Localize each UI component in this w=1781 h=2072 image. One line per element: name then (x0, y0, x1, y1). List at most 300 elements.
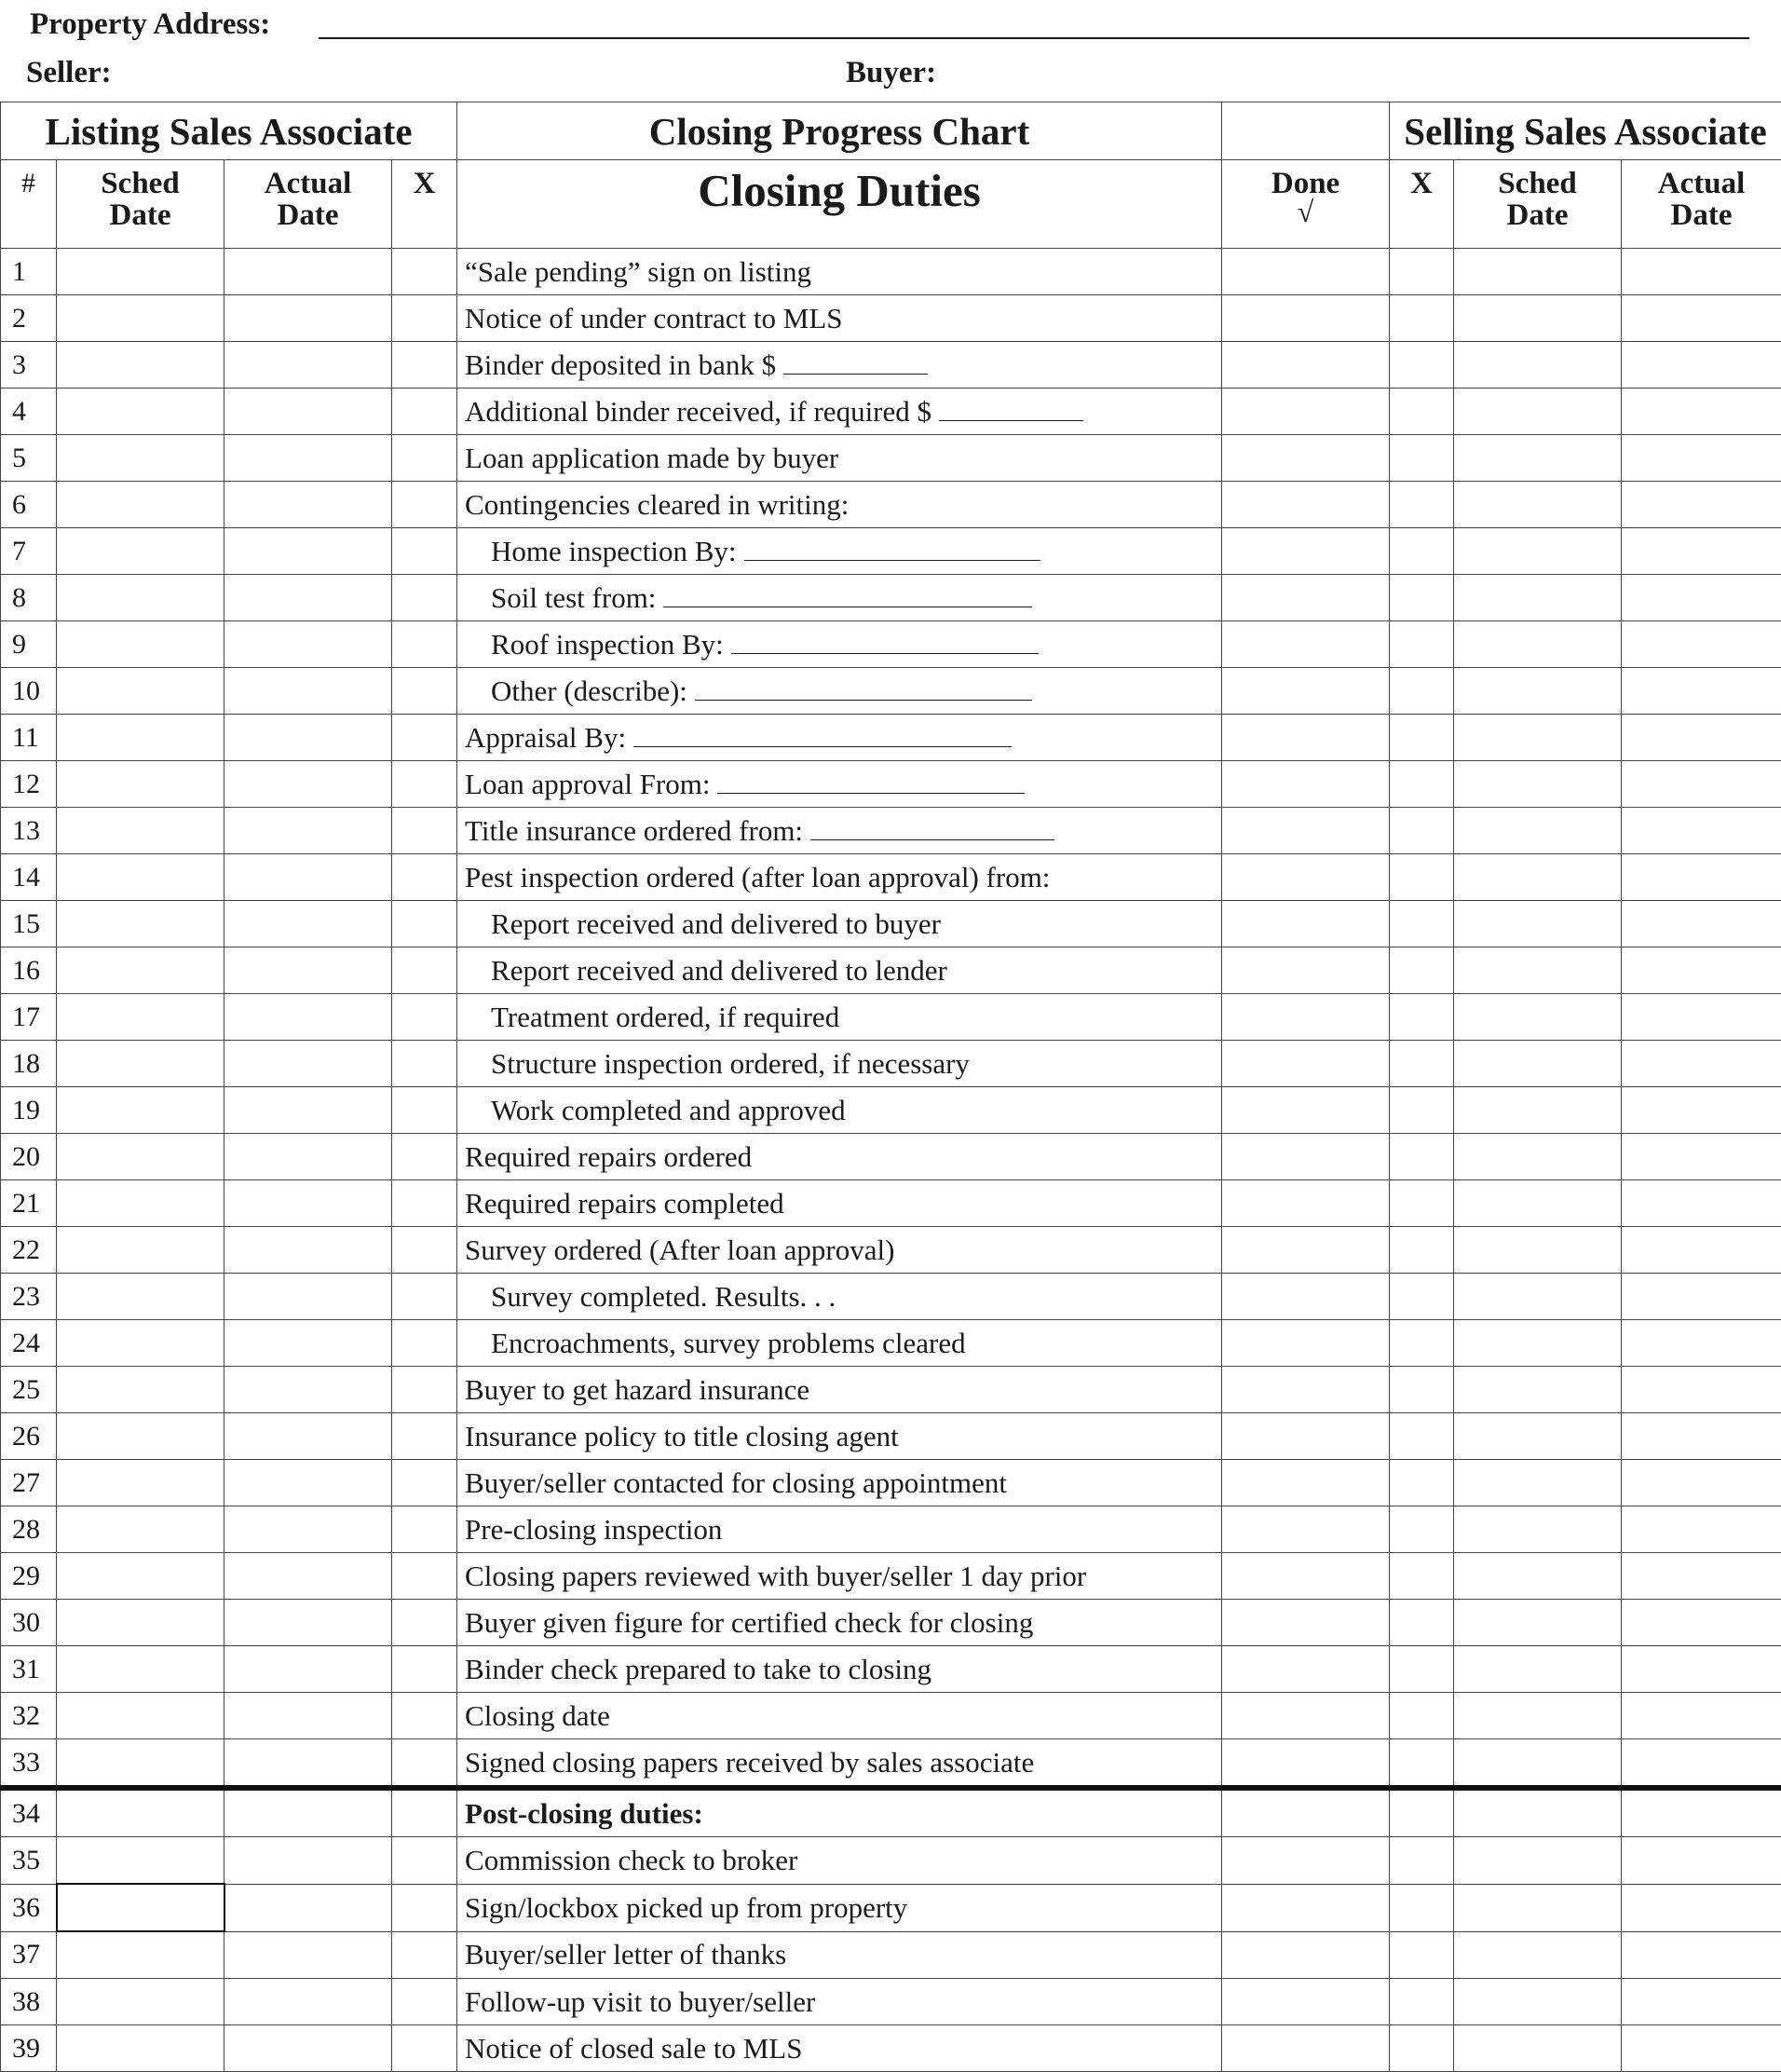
selling-x-cell[interactable] (1390, 1180, 1454, 1227)
listing-actual-date-cell[interactable] (224, 1460, 392, 1506)
selling-sched-date-cell[interactable] (1454, 1134, 1622, 1180)
listing-actual-date-cell[interactable] (224, 1884, 392, 1931)
selling-actual-date-cell[interactable] (1622, 1646, 1781, 1693)
listing-sched-date-cell[interactable] (57, 2025, 224, 2072)
listing-actual-date-cell[interactable] (224, 1979, 392, 2025)
selling-actual-date-cell[interactable] (1622, 1180, 1781, 1227)
selling-actual-date-cell[interactable] (1622, 854, 1781, 901)
table-row (1, 1180, 1781, 1227)
listing-actual-date-cell[interactable] (224, 295, 392, 342)
selling-sched-date-cell[interactable] (1454, 947, 1622, 994)
listing-actual-date-cell[interactable] (224, 1320, 392, 1367)
selling-actual-date-cell[interactable] (1622, 1367, 1781, 1413)
listing-sched-date-cell[interactable] (57, 901, 224, 947)
listing-sched-date-cell[interactable] (57, 947, 224, 994)
duty-text: Commission check to broker (465, 1844, 797, 1876)
listing-x-cell[interactable] (392, 1134, 457, 1180)
done-cell[interactable] (1222, 1227, 1390, 1274)
listing-actual-date-cell[interactable] (224, 1413, 392, 1460)
listing-actual-date-cell[interactable] (224, 761, 392, 808)
table-row (1, 295, 1781, 342)
selling-actual-date-cell[interactable] (1622, 1274, 1781, 1320)
fill-in-blank[interactable] (695, 675, 1032, 701)
listing-actual-date-cell[interactable] (224, 1646, 392, 1693)
selling-actual-date-cell[interactable] (1622, 715, 1781, 761)
listing-actual-date-cell[interactable] (224, 1180, 392, 1227)
selling-sched-date-cell[interactable] (1454, 854, 1622, 901)
form-header (0, 0, 1781, 102)
listing-x-cell[interactable] (392, 1553, 457, 1600)
listing-sched-date-cell[interactable] (57, 1979, 224, 2025)
listing-actual-date-cell[interactable] (224, 388, 392, 435)
selling-x-cell[interactable] (1390, 901, 1454, 947)
selling-sched-date-cell[interactable] (1454, 1979, 1622, 2025)
selling-x-cell[interactable] (1390, 1646, 1454, 1693)
duty-cell (457, 1367, 1222, 1413)
listing-actual-date-cell[interactable] (224, 575, 392, 621)
selling-x-cell[interactable] (1390, 388, 1454, 435)
listing-sched-date-cell[interactable] (57, 621, 224, 668)
selling-x-cell[interactable] (1390, 1788, 1454, 1837)
selling-actual-date-cell[interactable] (1622, 1506, 1781, 1553)
done-cell[interactable] (1222, 715, 1390, 761)
selling-sched-date-cell[interactable] (1454, 1413, 1622, 1460)
selling-actual-date-cell[interactable] (1622, 435, 1781, 482)
selling-sched-date-cell[interactable] (1454, 761, 1622, 808)
listing-sched-date-cell[interactable] (57, 482, 224, 528)
selling-x-cell[interactable] (1390, 715, 1454, 761)
done-cell[interactable] (1222, 1041, 1390, 1087)
selling-actual-date-cell[interactable] (1622, 295, 1781, 342)
listing-sched-date-cell[interactable] (57, 1931, 224, 1979)
done-cell[interactable] (1222, 1739, 1390, 1789)
listing-x-cell[interactable] (392, 1693, 457, 1739)
selling-x-cell[interactable] (1390, 1931, 1454, 1979)
listing-actual-date-cell[interactable] (224, 715, 392, 761)
selling-x-cell[interactable] (1390, 1320, 1454, 1367)
selling-actual-date-cell[interactable] (1622, 1553, 1781, 1600)
listing-x-cell[interactable] (392, 295, 457, 342)
selling-sched-date-cell[interactable] (1454, 1041, 1622, 1087)
listing-actual-date-cell[interactable] (224, 1041, 392, 1087)
listing-x-cell[interactable] (392, 1931, 457, 1979)
selling-sched-date-cell[interactable] (1454, 342, 1622, 388)
fill-in-blank[interactable] (939, 396, 1083, 421)
selling-actual-date-cell[interactable] (1622, 994, 1781, 1041)
selling-sched-date-cell[interactable] (1454, 1693, 1622, 1739)
done-cell[interactable] (1222, 1931, 1390, 1979)
listing-sched-date-cell[interactable] (57, 1274, 224, 1320)
listing-actual-date-cell[interactable] (224, 342, 392, 388)
done-cell[interactable] (1222, 901, 1390, 947)
selling-x-cell[interactable] (1390, 808, 1454, 854)
selling-actual-date-cell[interactable] (1622, 528, 1781, 575)
selling-actual-date-cell[interactable] (1622, 1931, 1781, 1979)
selling-sched-date-cell[interactable] (1454, 1931, 1622, 1979)
listing-sched-date-cell[interactable] (57, 1180, 224, 1227)
listing-actual-date-cell[interactable] (224, 482, 392, 528)
selling-sched-date-cell[interactable] (1454, 1837, 1622, 1885)
selling-actual-date-cell[interactable] (1622, 388, 1781, 435)
listing-actual-date-cell[interactable] (224, 947, 392, 994)
fill-in-blank[interactable] (810, 815, 1054, 840)
listing-actual-date-cell[interactable] (224, 249, 392, 295)
listing-actual-date-cell[interactable] (224, 854, 392, 901)
selling-x-cell[interactable] (1390, 435, 1454, 482)
done-cell[interactable] (1222, 1134, 1390, 1180)
listing-sched-date-cell[interactable] (57, 1693, 224, 1739)
listing-x-cell[interactable] (392, 388, 457, 435)
selling-actual-date-cell[interactable] (1622, 2025, 1781, 2072)
selling-x-cell[interactable] (1390, 575, 1454, 621)
duty-text: Other (describe): (491, 675, 687, 707)
listing-actual-date-cell[interactable] (224, 1837, 392, 1885)
listing-actual-date-cell[interactable] (224, 668, 392, 715)
listing-actual-date-cell[interactable] (224, 1739, 392, 1789)
selling-sched-date-cell[interactable] (1454, 1600, 1622, 1646)
listing-sched-date-cell[interactable] (57, 808, 224, 854)
listing-actual-date-cell[interactable] (224, 1227, 392, 1274)
selling-actual-date-cell[interactable] (1622, 1320, 1781, 1367)
listing-x-cell[interactable] (392, 1367, 457, 1413)
selling-x-cell[interactable] (1390, 994, 1454, 1041)
fill-in-blank[interactable] (731, 629, 1039, 654)
listing-actual-date-cell[interactable] (224, 1931, 392, 1979)
listing-sched-date-cell[interactable] (57, 1367, 224, 1413)
listing-sched-date-cell[interactable] (57, 295, 224, 342)
duty-text: Required repairs ordered (465, 1140, 752, 1173)
table-row (1, 1884, 1781, 1931)
listing-sched-date-cell[interactable] (57, 575, 224, 621)
duty-text: Contingencies cleared in writing: (465, 488, 849, 521)
listing-sched-date-cell[interactable] (57, 342, 224, 388)
selling-x-cell[interactable] (1390, 1553, 1454, 1600)
selling-x-cell[interactable] (1390, 1134, 1454, 1180)
listing-actual-date-cell[interactable] (224, 1693, 392, 1739)
listing-actual-date-cell[interactable] (224, 1134, 392, 1180)
done-cell[interactable] (1222, 342, 1390, 388)
selling-sched-date-cell[interactable] (1454, 575, 1622, 621)
selling-sched-date-cell[interactable] (1454, 295, 1622, 342)
listing-sched-date-cell[interactable] (57, 854, 224, 901)
listing-actual-date-cell[interactable] (224, 435, 392, 482)
listing-x-cell[interactable] (392, 1884, 457, 1931)
selling-x-cell[interactable] (1390, 761, 1454, 808)
listing-sched-date-cell[interactable] (57, 1134, 224, 1180)
done-cell[interactable] (1222, 2025, 1390, 2072)
listing-x-cell[interactable] (392, 1739, 457, 1789)
done-cell[interactable] (1222, 994, 1390, 1041)
selling-x-cell[interactable] (1390, 1227, 1454, 1274)
selling-actual-date-cell[interactable] (1622, 761, 1781, 808)
selling-actual-date-cell[interactable] (1622, 1693, 1781, 1739)
done-cell[interactable] (1222, 1600, 1390, 1646)
listing-x-cell[interactable] (392, 1041, 457, 1087)
selling-actual-date-cell[interactable] (1622, 1837, 1781, 1885)
selling-actual-date-cell[interactable] (1622, 1413, 1781, 1460)
listing-x-cell[interactable] (392, 621, 457, 668)
done-cell[interactable] (1222, 1180, 1390, 1227)
listing-x-cell[interactable] (392, 482, 457, 528)
listing-actual-date-cell[interactable] (224, 901, 392, 947)
selling-sched-date-cell[interactable] (1454, 901, 1622, 947)
listing-sched-date-cell[interactable] (57, 1739, 224, 1789)
selling-sched-date-cell[interactable] (1454, 1646, 1622, 1693)
listing-actual-date-cell[interactable] (224, 2025, 392, 2072)
selling-actual-date-cell[interactable] (1622, 1134, 1781, 1180)
done-cell[interactable] (1222, 1367, 1390, 1413)
duty-text: Signed closing papers received by sales associate (465, 1746, 1034, 1779)
fill-in-blank[interactable] (783, 349, 928, 375)
selling-actual-date-cell[interactable] (1622, 1227, 1781, 1274)
selling-sched-date-cell[interactable] (1454, 715, 1622, 761)
seller-label: Seller: (26, 56, 112, 90)
selling-x-cell[interactable] (1390, 1884, 1454, 1931)
listing-actual-date-cell[interactable] (224, 1367, 392, 1413)
done-cell[interactable] (1222, 249, 1390, 295)
selling-actual-date-cell[interactable] (1622, 1460, 1781, 1506)
selling-sched-date-cell[interactable] (1454, 1367, 1622, 1413)
selling-actual-date-cell[interactable] (1622, 1041, 1781, 1087)
listing-x-cell[interactable] (392, 342, 457, 388)
selling-actual-date-cell[interactable] (1622, 342, 1781, 388)
selling-sched-date-cell[interactable] (1454, 1274, 1622, 1320)
selling-x-cell[interactable] (1390, 621, 1454, 668)
listing-sched-date-cell[interactable] (57, 1506, 224, 1553)
duty-cell (457, 901, 1222, 947)
selling-x-cell[interactable] (1390, 1413, 1454, 1460)
selling-actual-date-cell[interactable] (1622, 249, 1781, 295)
listing-x-cell[interactable] (392, 994, 457, 1041)
done-cell[interactable] (1222, 295, 1390, 342)
done-cell[interactable] (1222, 1087, 1390, 1134)
listing-x-cell[interactable] (392, 1788, 457, 1837)
selling-sched-date-cell[interactable] (1454, 994, 1622, 1041)
selling-actual-date-cell[interactable] (1622, 1788, 1781, 1837)
listing-x-cell[interactable] (392, 947, 457, 994)
selling-actual-date-cell[interactable] (1622, 621, 1781, 668)
done-cell[interactable] (1222, 1979, 1390, 2025)
listing-sched-date-cell[interactable] (57, 249, 224, 295)
done-cell[interactable] (1222, 1320, 1390, 1367)
selling-x-cell[interactable] (1390, 668, 1454, 715)
done-cell[interactable] (1222, 1506, 1390, 1553)
listing-sched-date-cell[interactable] (57, 715, 224, 761)
selling-sched-date-cell[interactable] (1454, 1788, 1622, 1837)
listing-x-cell[interactable] (392, 2025, 457, 2072)
listing-x-cell[interactable] (392, 1274, 457, 1320)
selling-x-cell[interactable] (1390, 482, 1454, 528)
done-cell[interactable] (1222, 575, 1390, 621)
selling-sched-date-cell[interactable] (1454, 1460, 1622, 1506)
selling-x-cell[interactable] (1390, 1979, 1454, 2025)
listing-sched-date-cell[interactable] (57, 1460, 224, 1506)
selling-x-cell[interactable] (1390, 1274, 1454, 1320)
listing-sched-date-cell[interactable] (57, 1837, 224, 1885)
listing-actual-date-cell[interactable] (224, 528, 392, 575)
table-row (1, 435, 1781, 482)
selling-actual-date-cell[interactable] (1622, 1600, 1781, 1646)
done-cell[interactable] (1222, 1274, 1390, 1320)
listing-x-cell[interactable] (392, 1180, 457, 1227)
selling-sched-date-cell[interactable] (1454, 808, 1622, 854)
listing-sched-date-cell[interactable] (57, 1413, 224, 1460)
selling-x-cell[interactable] (1390, 1837, 1454, 1885)
listing-x-cell[interactable] (392, 854, 457, 901)
listing-sched-date-cell[interactable] (57, 1600, 224, 1646)
selling-actual-date-cell[interactable] (1622, 1979, 1781, 2025)
selling-sched-date-cell[interactable] (1454, 621, 1622, 668)
selling-sched-date-cell[interactable] (1454, 1506, 1622, 1553)
listing-actual-date-cell[interactable] (224, 1274, 392, 1320)
listing-sched-date-cell[interactable] (57, 528, 224, 575)
column-header-row (1, 160, 1781, 249)
done-cell[interactable] (1222, 482, 1390, 528)
selling-actual-date-cell[interactable] (1622, 1884, 1781, 1931)
listing-x-cell[interactable] (392, 1506, 457, 1553)
done-cell[interactable] (1222, 435, 1390, 482)
listing-x-cell[interactable] (392, 901, 457, 947)
selling-x-cell[interactable] (1390, 528, 1454, 575)
done-cell[interactable] (1222, 854, 1390, 901)
selling-sched-date-cell[interactable] (1454, 1739, 1622, 1789)
done-cell[interactable] (1222, 668, 1390, 715)
listing-actual-date-cell[interactable] (224, 1553, 392, 1600)
listing-sched-date-cell[interactable] (57, 1646, 224, 1693)
selling-x-cell[interactable] (1390, 2025, 1454, 2072)
listing-x-cell[interactable] (392, 435, 457, 482)
selling-x-cell[interactable] (1390, 947, 1454, 994)
selling-x-cell[interactable] (1390, 1087, 1454, 1134)
listing-x-cell[interactable] (392, 1979, 457, 2025)
selling-sched-date-cell[interactable] (1454, 2025, 1622, 2072)
listing-sched-date-cell[interactable] (57, 994, 224, 1041)
selling-actual-date-cell[interactable] (1622, 947, 1781, 994)
listing-sched-date-cell[interactable] (57, 668, 224, 715)
fill-in-blank[interactable] (744, 536, 1040, 561)
done-cell[interactable] (1222, 1413, 1390, 1460)
duty-cell (457, 761, 1222, 808)
listing-x-cell[interactable] (392, 528, 457, 575)
done-cell[interactable] (1222, 1553, 1390, 1600)
selling-x-cell[interactable] (1390, 1600, 1454, 1646)
table-row (1, 1460, 1781, 1506)
listing-sched-date-cell[interactable] (57, 1788, 224, 1837)
listing-actual-date-cell[interactable] (224, 808, 392, 854)
fill-in-blank[interactable] (717, 769, 1025, 794)
listing-x-cell[interactable] (392, 1460, 457, 1506)
selling-sched-date-cell[interactable] (1454, 1180, 1622, 1227)
done-cell[interactable] (1222, 388, 1390, 435)
selling-actual-date-cell[interactable] (1622, 668, 1781, 715)
done-cell[interactable] (1222, 761, 1390, 808)
duty-cell (457, 1931, 1222, 1979)
selling-actual-date-cell[interactable] (1622, 575, 1781, 621)
selling-sched-date-cell[interactable] (1454, 1087, 1622, 1134)
done-cell[interactable] (1222, 1693, 1390, 1739)
listing-x-cell[interactable] (392, 715, 457, 761)
listing-x-cell[interactable] (392, 1320, 457, 1367)
listing-x-cell[interactable] (392, 668, 457, 715)
selling-sched-date-cell[interactable] (1454, 249, 1622, 295)
selling-x-cell[interactable] (1390, 1041, 1454, 1087)
selling-x-cell[interactable] (1390, 1739, 1454, 1789)
done-cell[interactable] (1222, 621, 1390, 668)
selling-x-cell[interactable] (1390, 854, 1454, 901)
done-cell[interactable] (1222, 1460, 1390, 1506)
done-cell[interactable] (1222, 528, 1390, 575)
listing-x-cell[interactable] (392, 1646, 457, 1693)
listing-actual-date-cell[interactable] (224, 1600, 392, 1646)
selling-x-cell[interactable] (1390, 342, 1454, 388)
selling-actual-date-cell[interactable] (1622, 808, 1781, 854)
selling-sched-date-cell[interactable] (1454, 1227, 1622, 1274)
selling-actual-date-cell[interactable] (1622, 901, 1781, 947)
selling-sched-date-cell[interactable] (1454, 528, 1622, 575)
done-cell[interactable] (1222, 1646, 1390, 1693)
listing-x-cell[interactable] (392, 1837, 457, 1885)
listing-actual-date-cell[interactable] (224, 1788, 392, 1837)
listing-actual-date-cell[interactable] (224, 994, 392, 1041)
listing-sched-date-cell[interactable] (57, 1041, 224, 1087)
listing-x-cell[interactable] (392, 249, 457, 295)
listing-sched-date-cell[interactable] (57, 388, 224, 435)
selling-actual-date-cell[interactable] (1622, 482, 1781, 528)
listing-x-cell[interactable] (392, 761, 457, 808)
selling-sched-date-cell[interactable] (1454, 388, 1622, 435)
selling-x-cell[interactable] (1390, 295, 1454, 342)
selling-sched-date-cell[interactable] (1454, 668, 1622, 715)
selling-x-cell[interactable] (1390, 1367, 1454, 1413)
listing-sched-date-cell[interactable] (57, 1553, 224, 1600)
listing-x-cell[interactable] (392, 1227, 457, 1274)
selling-x-cell[interactable] (1390, 1460, 1454, 1506)
done-cell[interactable] (1222, 947, 1390, 994)
selling-x-cell[interactable] (1390, 1693, 1454, 1739)
selling-actual-date-cell[interactable] (1622, 1739, 1781, 1789)
listing-actual-date-cell[interactable] (224, 1087, 392, 1134)
listing-x-cell[interactable] (392, 808, 457, 854)
selling-sched-date-cell[interactable] (1454, 1320, 1622, 1367)
listing-sched-date-cell[interactable] (57, 1320, 224, 1367)
listing-actual-date-cell[interactable] (224, 1506, 392, 1553)
selling-sched-date-cell[interactable] (1454, 1553, 1622, 1600)
listing-sched-date-cell[interactable] (57, 435, 224, 482)
listing-sched-date-cell[interactable] (57, 1884, 224, 1931)
fill-in-blank[interactable] (663, 582, 1032, 607)
fill-in-blank[interactable] (633, 722, 1012, 747)
listing-x-cell[interactable] (392, 1087, 457, 1134)
selling-sched-date-cell[interactable] (1454, 482, 1622, 528)
listing-sched-date-cell[interactable] (57, 1087, 224, 1134)
selling-sched-date-cell[interactable] (1454, 1884, 1622, 1931)
listing-x-cell[interactable] (392, 1600, 457, 1646)
listing-sched-date-cell[interactable] (57, 761, 224, 808)
done-cell[interactable] (1222, 1837, 1390, 1885)
listing-actual-date-cell[interactable] (224, 621, 392, 668)
listing-sched-date-cell[interactable] (57, 1227, 224, 1274)
done-cell[interactable] (1222, 1788, 1390, 1837)
listing-x-cell[interactable] (392, 1413, 457, 1460)
selling-x-cell[interactable] (1390, 1506, 1454, 1553)
selling-x-cell[interactable] (1390, 249, 1454, 295)
selling-sched-date-cell[interactable] (1454, 435, 1622, 482)
done-cell[interactable] (1222, 808, 1390, 854)
done-cell[interactable] (1222, 1884, 1390, 1931)
listing-x-cell[interactable] (392, 575, 457, 621)
row-number: 22 (1, 1227, 57, 1274)
selling-actual-date-cell[interactable] (1622, 1087, 1781, 1134)
